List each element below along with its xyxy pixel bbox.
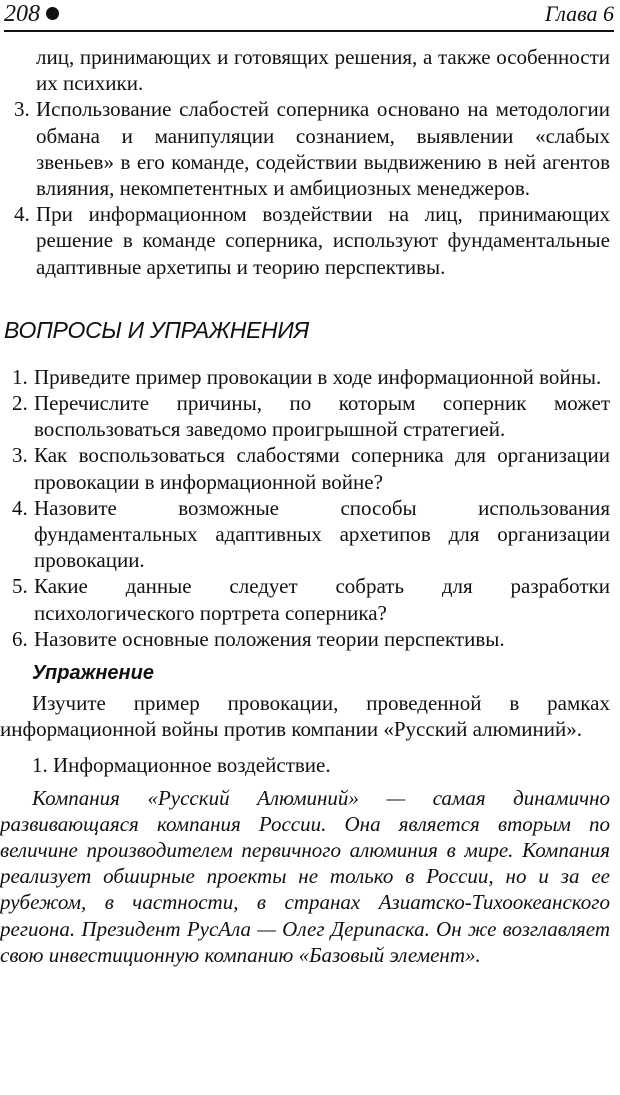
question-text: Назовите основные положения теории перспективы.: [34, 626, 505, 651]
question-text: Приведите пример провокации в ходе информационной войны.: [34, 364, 602, 389]
question-item: [0, 495, 610, 574]
question-number: 2.: [12, 391, 28, 416]
question-number: 3.: [12, 443, 28, 468]
question-item: [0, 364, 610, 390]
continued-paragraph: лиц, принимающих и готовящих решения, а также особенности их психики.: [36, 45, 610, 96]
list-item: [0, 201, 610, 280]
question-text: Назовите возможные способы использования фундаментальных адаптивных архетипов для организации провокации.: [34, 495, 610, 573]
chapter-label: Глава 6: [544, 1, 614, 26]
page-header: [4, 0, 614, 32]
question-item: [0, 442, 610, 494]
page-content: [0, 44, 610, 968]
page-number: 208: [4, 0, 59, 28]
question-item: [0, 626, 610, 652]
question-text: Какие данные следует собрать для разработки психологического портрета соперника?: [34, 574, 610, 625]
list-item: [0, 96, 610, 201]
question-number: 6.: [12, 626, 28, 651]
section-title: ВОПРОСЫ И УПРАЖНЕНИЯ: [4, 316, 309, 343]
item-number: 3.: [14, 97, 30, 122]
question-number: 4.: [12, 495, 28, 520]
questions-list: [0, 364, 610, 652]
question-text: Перечислите причины, по которым соперник может воспользоваться заведомо проигрышной стратегией.: [34, 391, 610, 442]
question-number: 5.: [12, 574, 28, 599]
exercise-intro: Изучите пример провокации, проведенной в рамках информационной войны против компании «Русский алюминий».: [0, 691, 610, 742]
exercise-title: Упражнение: [32, 662, 154, 685]
item-number: 4.: [14, 202, 30, 227]
question-item: [0, 573, 610, 625]
bullet-icon: [46, 7, 59, 20]
item-text: Использование слабостей соперника основано на методологии обмана и манипуляции сознанием, выявлении «слабых звеньев» в его команде, содействии выдвижению в ней агентов влияния, некомпетентных и амбициозных менеджеров.: [36, 97, 610, 201]
question-item: [0, 390, 610, 442]
exercise-quote: Компания «Русский Алюминий» — самая динамично развивающаяся компания России. Она является вторым по величине производителем первичного алюминия в мире. Компания реализует обширные проекты не только в России, но и за ее рубежом, в частности, в странах Азиатско-Тихоокеанского региона. Президент РусАла — Олег Дерипаска. Он же возглавляет свою инвестиционную компанию «Базовый элемент».: [0, 785, 610, 967]
exercise-step: 1. Информационное воздействие.: [32, 753, 331, 778]
question-number: 1.: [12, 364, 28, 389]
item-text: При информационном воздействии на лиц, принимающих решение в команде соперника, используют фундаментальные адаптивные архетипы и теорию перспективы.: [36, 202, 610, 279]
question-text: Как воспользоваться слабостями соперника для организации провокации в информационной войне?: [34, 443, 610, 494]
